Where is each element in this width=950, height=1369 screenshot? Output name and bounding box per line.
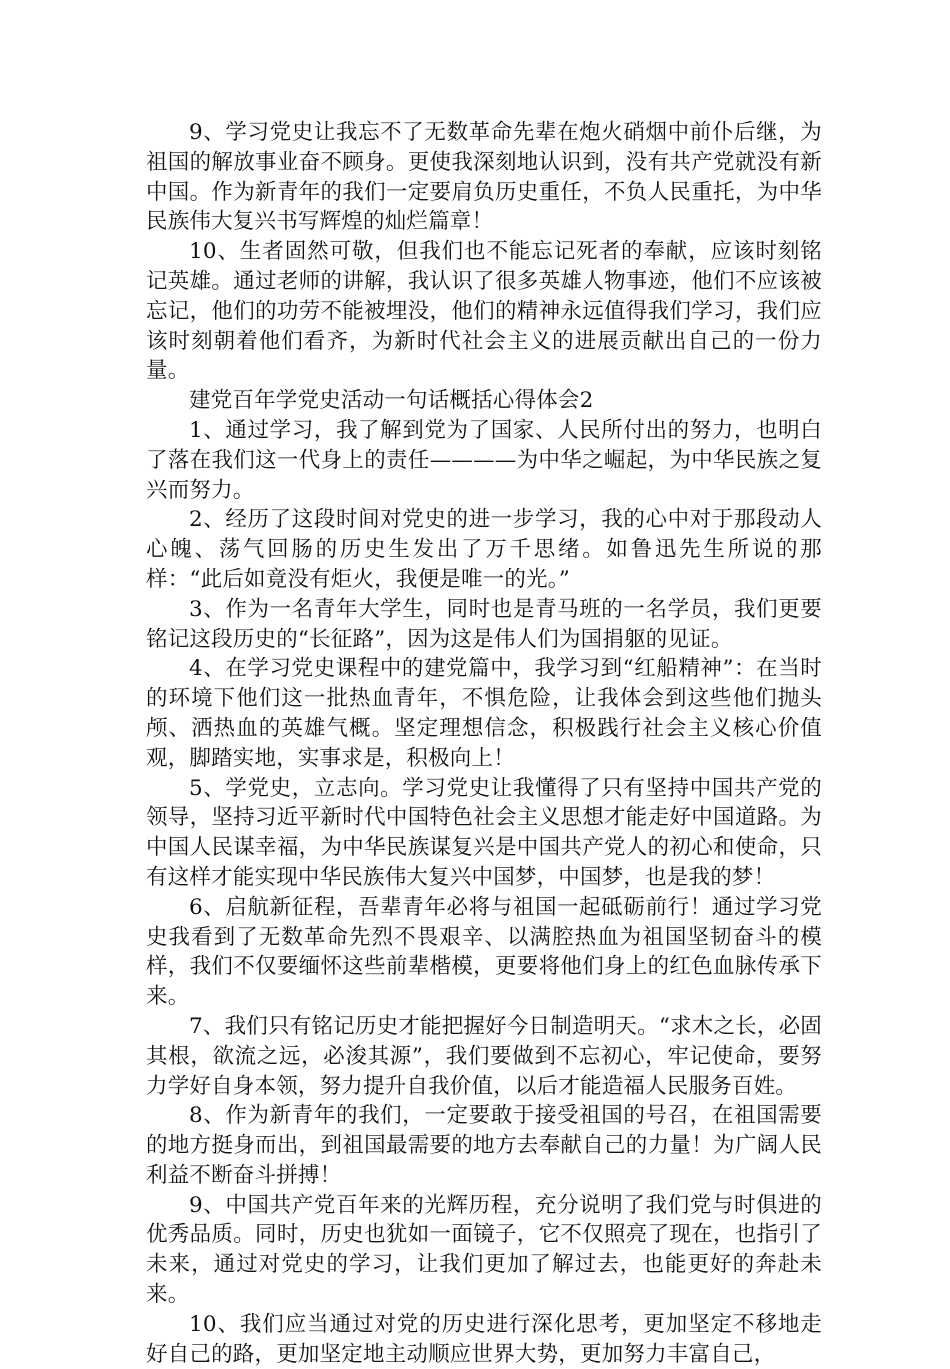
paragraph-3: 3、作为一名青年大学生，同时也是青马班的一名学员，我们更要铭记这段历史的“长征路”，因为这是伟人们为国捐躯的见证。 [146,596,822,652]
section-heading: 建党百年学党史活动一句话概括心得体会2 [189,388,594,414]
paragraph-2: 2、经历了这段时间对党史的进一步学习，我的心中对于那段动人心魄、荡气回肠的历史生发出了万千思绪。如鲁迅先生所说的那样：“此后如竟没有炬火，我便是唯一的光。” [146,507,822,592]
paragraph-7: 7、我们只有铭记历史才能把握好今日制造明天。“求木之长，必固其根，欲流之远，必浚其源”，我们要做到不忘初心，牢记使命，要努力学好自身本领，努力提升自我价值，以后才能造福人民服务百姓。 [146,1013,822,1099]
paragraph-top-10: 10、生者固然可敬，但我们也不能忘记死者的奉献，应该时刻铭记英雄。通过老师的讲解，我认识了很多英雄人物事迹，他们不应该被忘记，他们的功劳不能被埋没，他们的精神永远值得我们学习，我们应该时刻朝着他们看齐，为新时代社会主义的进展贡献出自己的一份力量。 [146,239,822,384]
paragraph-9: 9、中国共产党百年来的光辉历程，充分说明了我们党与时俱进的优秀品质。同时，历史也犹如一面镜子，它不仅照亮了现在，也指引了未来，通过对党史的学习，让我们更加了解过去，也能更好的奔赴未来。 [146,1192,822,1308]
paragraph-6: 6、启航新征程，吾辈青年必将与祖国一起砥砺前行！通过学习党史我看到了无数革命先烈不畏艰辛、以满腔热血为祖国坚韧奋斗的模样，我们不仅要缅怀这些前辈楷模，更要将他们身上的红色血脉传承下来。 [146,894,822,1010]
paragraph-top-9: 9、学习党史让我忘不了无数革命先辈在炮火硝烟中前仆后继，为祖国的解放事业奋不顾身。更使我深刻地认识到，没有共产党就没有新中国。作为新青年的我们一定要肩负历史重任，不负人民重托，为中华民族伟大复兴书写辉煌的灿烂篇章！ [146,120,822,235]
paragraph-1: 1、通过学习，我了解到党为了国家、人民所付出的努力，也明白了落在我们这一代身上的责任————为中华之崛起，为中华民族之复兴而努力。 [146,417,822,503]
paragraph-10: 10、我们应当通过对党的历史进行深化思考，更加坚定不移地走好自己的路，更加坚定地主动顺应世界大势，更加努力丰富自己， [146,1311,822,1367]
document-body [146,118,822,1369]
paragraph-5: 5、学党史，立志向。学习党史让我懂得了只有坚持中国共产党的领导，坚持习近平新时代中国特色社会主义思想才能走好中国道路。为中国人民谋幸福，为中华民族谋复兴是中国共产党人的初心和使命，只有这样才能实现中华民族伟大复兴中国梦，中国梦，也是我的梦！ [146,775,822,890]
paragraph-4: 4、在学习党史课程中的建党篇中，我学习到“红船精神”：在当时的环境下他们这一批热血青年，不惧危险，让我体会到这些他们抛头颅、洒热血的英雄气概。坚定理想信念，积极践行社会主义核心价值观，脚踏实地，实事求是，积极向上！ [146,656,822,771]
paragraph-8: 8、作为新青年的我们，一定要敢于接受祖国的号召，在祖国需要的地方挺身而出，到祖国最需要的地方去奉献自己的力量！为广阔人民利益不断奋斗拼搏！ [146,1103,822,1188]
